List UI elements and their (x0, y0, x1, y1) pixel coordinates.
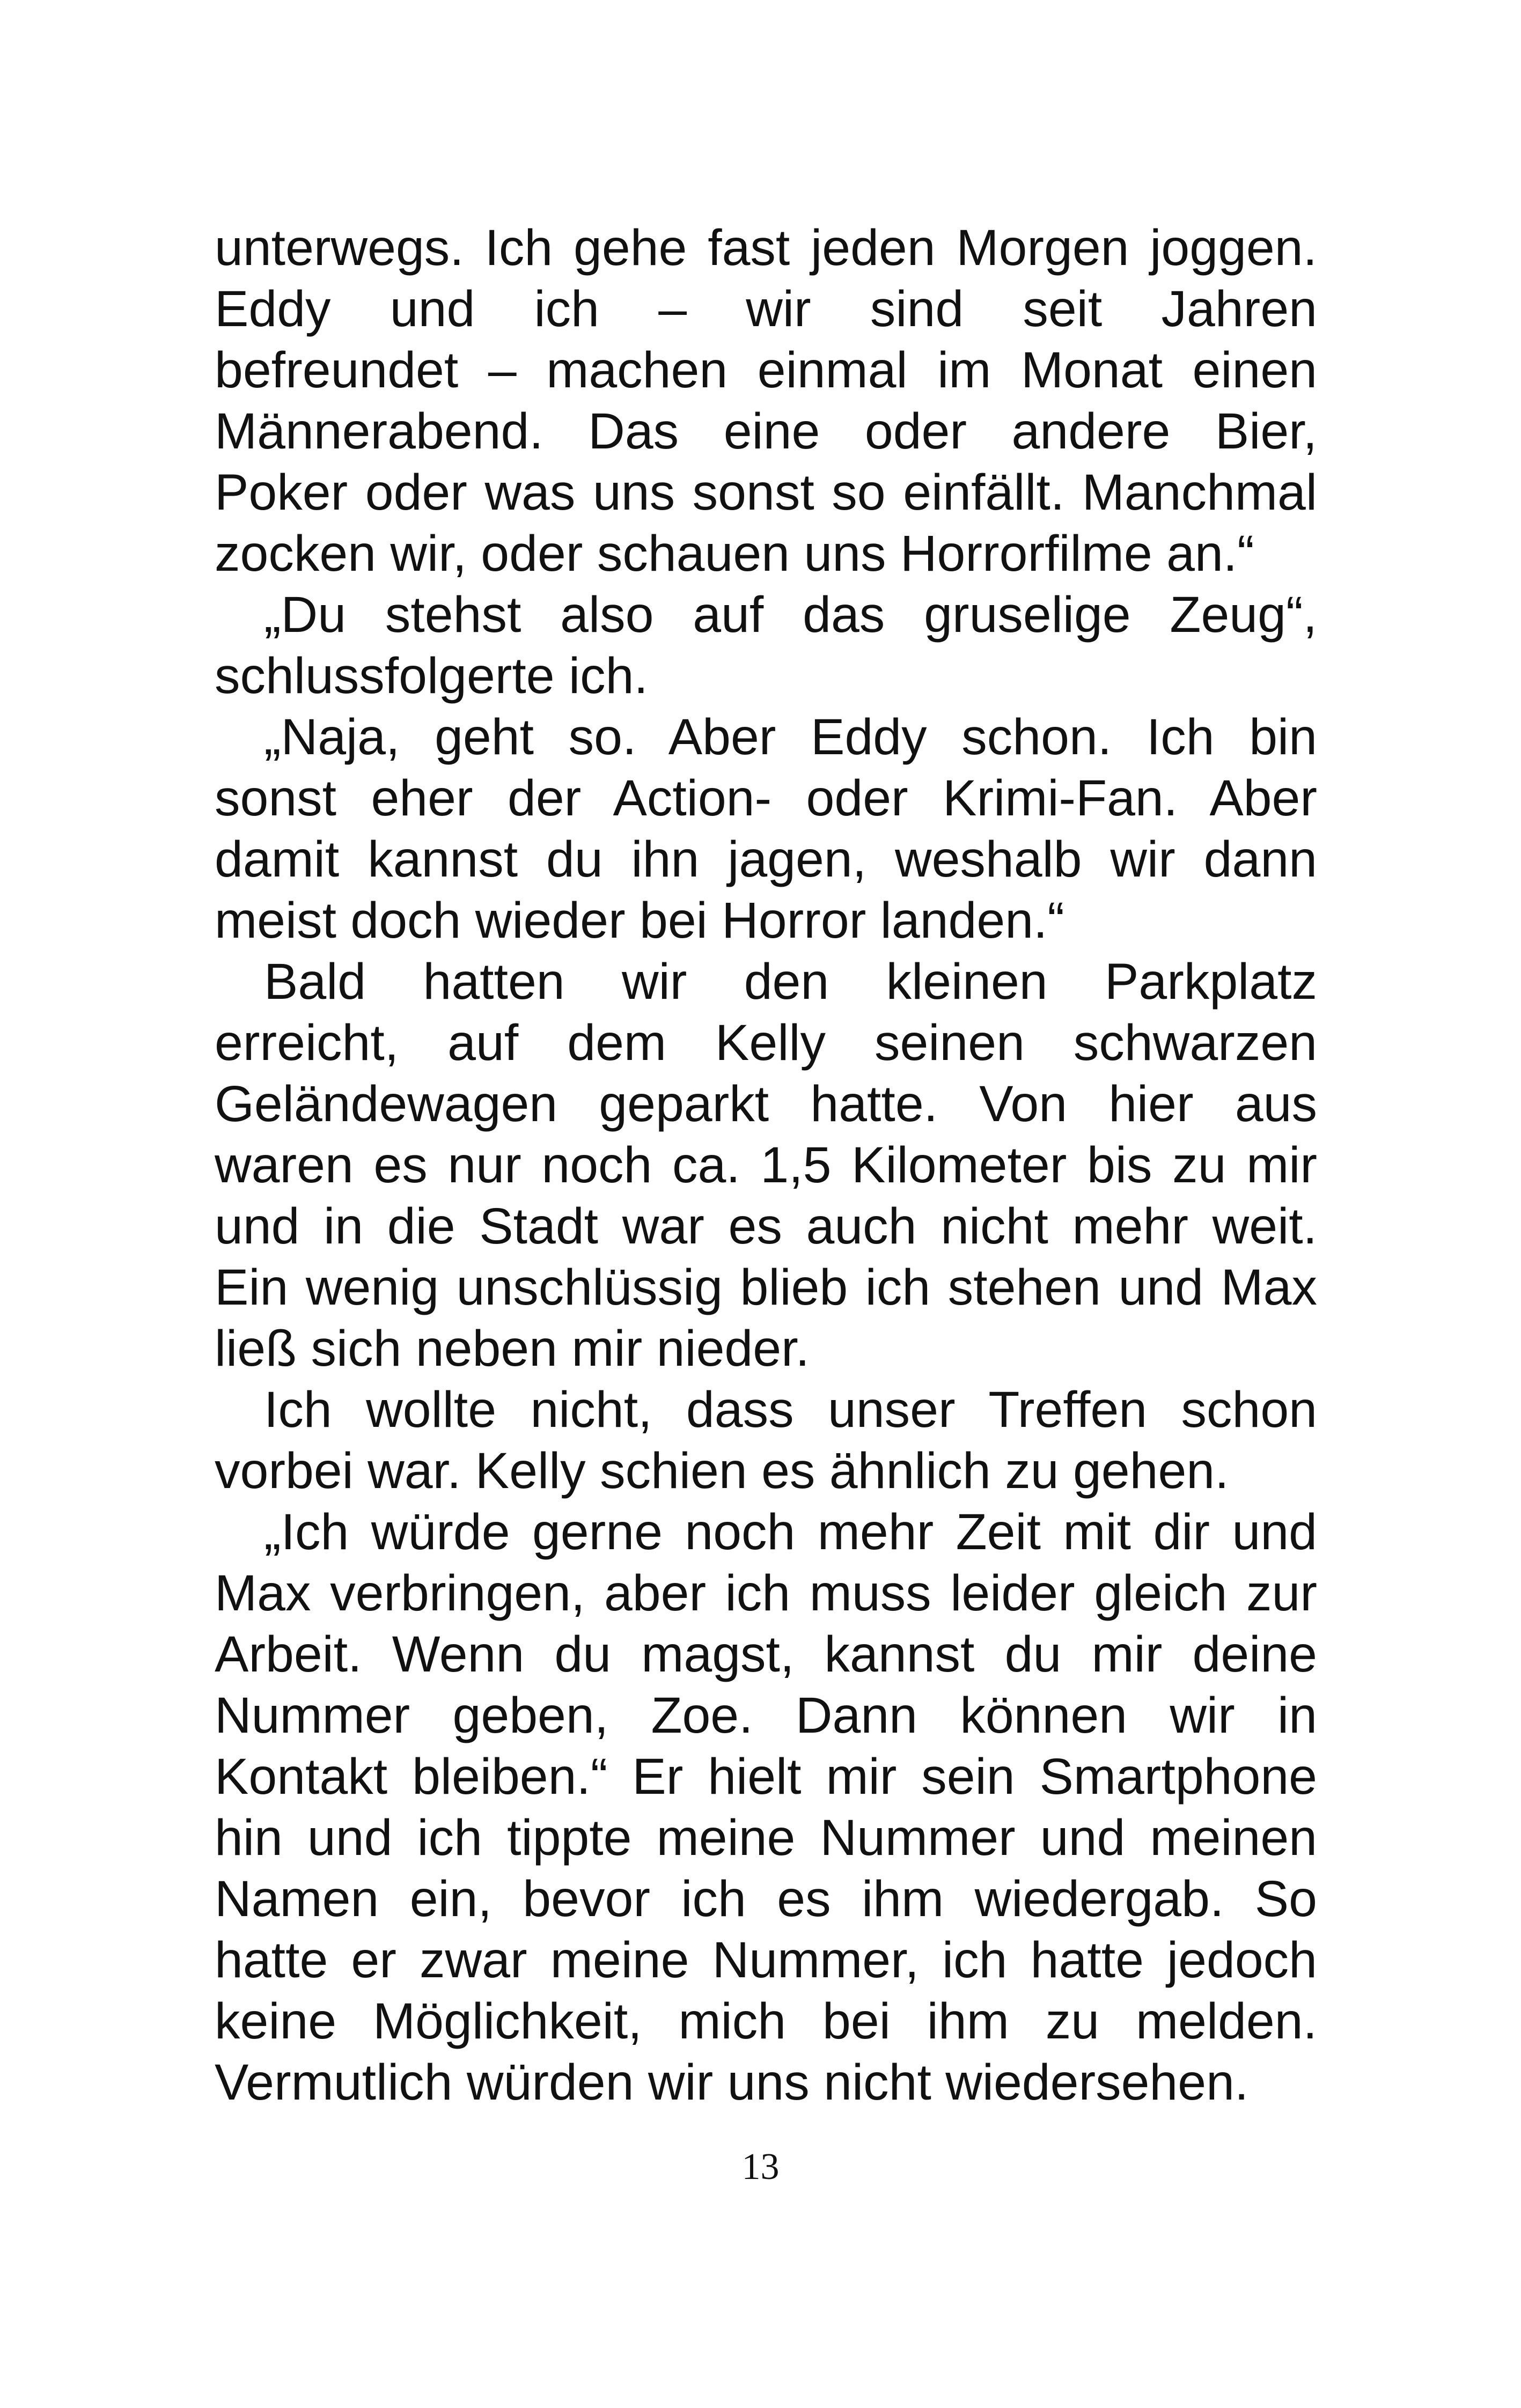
text-line: Kontakt bleiben.“ Er hielt mir sein Smartphone (215, 1748, 1317, 1805)
text-line: vorbei war. Kelly schien es ähnlich zu gehen. (215, 1442, 1229, 1499)
text-line: „Ich würde gerne noch mehr Zeit mit dir und (264, 1504, 1317, 1560)
text-line: Vermutlich würden wir uns nicht wiedersehen. (215, 2054, 1249, 2111)
text-line: Männerabend. Das eine oder andere Bier, (215, 403, 1317, 460)
text-line: befreundet – machen einmal im Monat einen (215, 342, 1317, 399)
text-line: Arbeit. Wenn du magst, kannst du mir deine (215, 1626, 1317, 1683)
text-line: meist doch wieder bei Horror landen.“ (215, 892, 1065, 949)
paragraph (215, 1379, 1317, 1501)
text-line: ließ sich neben mir nieder. (215, 1320, 810, 1377)
text-line: damit kannst du ihn jagen, weshalb wir dann (215, 831, 1317, 888)
paragraph (215, 706, 1317, 951)
text-line: Geländewagen geparkt hatte. Von hier aus (215, 1076, 1317, 1132)
text-line: Bald hatten wir den kleinen Parkplatz (264, 953, 1317, 1010)
text-line: waren es nur noch ca. 1,5 Kilometer bis zu mir (215, 1137, 1317, 1194)
text-line: Namen ein, bevor ich es ihm wiedergab. So (215, 1871, 1317, 1927)
text-line: Max verbringen, aber ich muss leider gleich zur (215, 1565, 1317, 1622)
text-line: Eddy und ich – wir sind seit Jahren (215, 281, 1317, 337)
page-number: 13 (741, 2146, 780, 2188)
text-line: Poker oder was uns sonst so einfällt. Manchmal (215, 464, 1317, 521)
text-line: hin und ich tippte meine Nummer und meinen (215, 1809, 1317, 1866)
text-line: erreicht, auf dem Kelly seinen schwarzen (215, 1014, 1317, 1071)
text-line: „Naja, geht so. Aber Eddy schon. Ich bin (264, 709, 1317, 765)
text-line: Ein wenig unschlüssig blieb ich stehen und Max (215, 1259, 1317, 1316)
text-line: hatte er zwar meine Nummer, ich hatte jedoch (215, 1932, 1317, 1989)
text-line: zocken wir, oder schauen uns Horrorfilme an.“ (215, 525, 1254, 582)
text-line: keine Möglichkeit, mich bei ihm zu melden. (215, 1993, 1317, 2050)
text-line: „Du stehst also auf das gruselige Zeug“, (264, 586, 1317, 643)
paragraph (215, 1501, 1317, 2113)
paragraph (215, 584, 1317, 706)
text-line: unterwegs. Ich gehe fast jeden Morgen joggen. (215, 219, 1317, 276)
paragraph (215, 217, 1317, 584)
body-text (215, 217, 1317, 2113)
text-line: Nummer geben, Zoe. Dann können wir in (215, 1687, 1317, 1744)
text-line: und in die Stadt war es auch nicht mehr weit. (215, 1198, 1317, 1255)
text-line: sonst eher der Action- oder Krimi-Fan. Aber (215, 770, 1317, 827)
text-line: Ich wollte nicht, dass unser Treffen schon (264, 1381, 1317, 1438)
text-line: schlussfolgerte ich. (215, 647, 648, 704)
paragraph (215, 951, 1317, 1379)
